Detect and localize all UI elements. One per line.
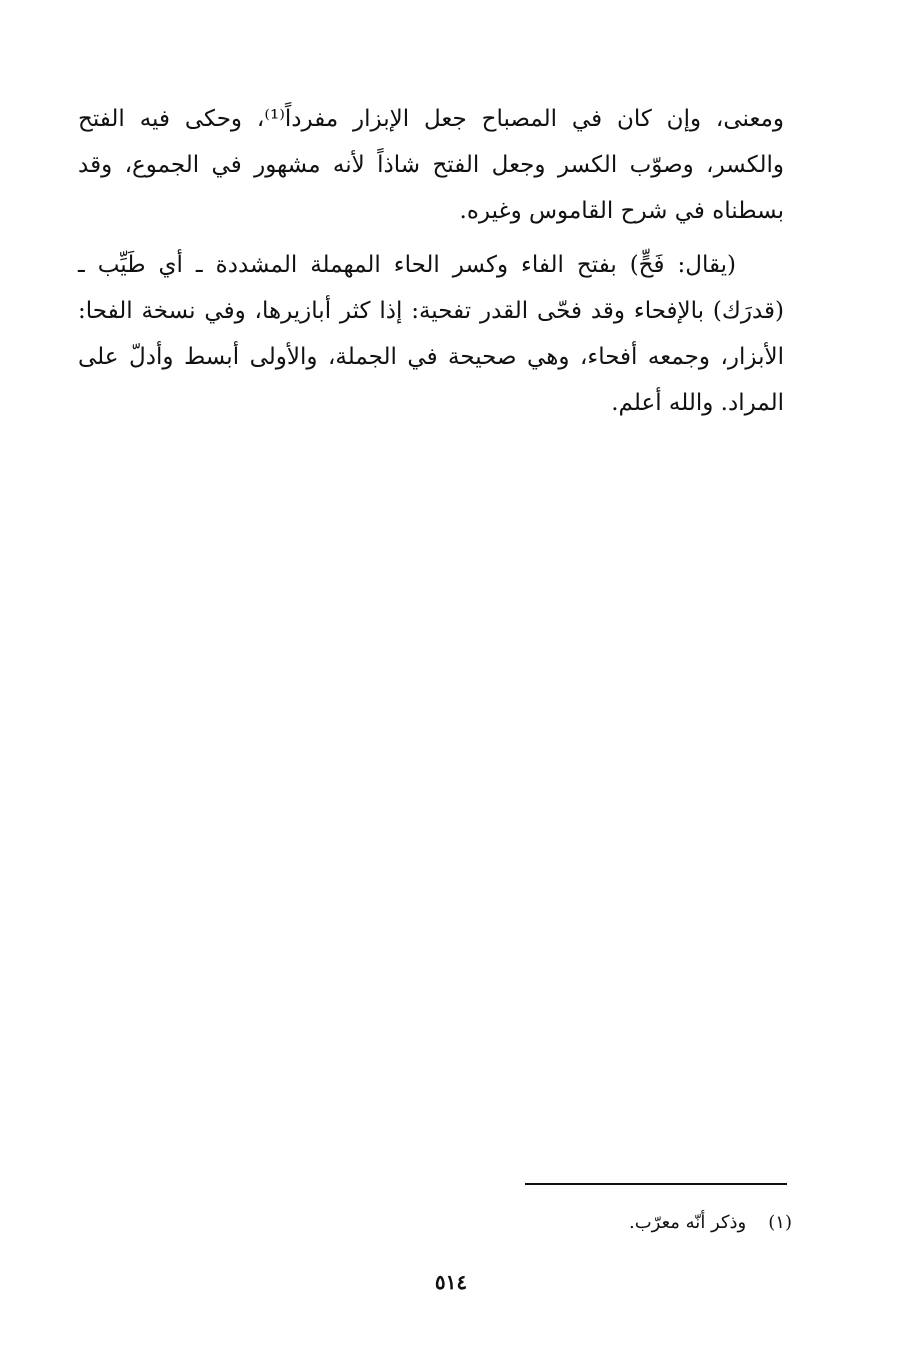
paragraph-2: (يقال: فَحٍّ) بفتح الفاء وكسر الحاء المهملة المشددة ـ أي طَيِّب ـ (قدرَك) بالإفحاء وقد فحّى القدر تفحية: إذا كثر أبازيرها، وفي نسخة الفحا: الأبزار، وجمعه أفحاء، وهي صحيحة في الجملة، والأولى أبسط وأدلّ على المراد. والله أعلم.	[78, 252, 784, 416]
paragraph-1: ومعنى، وإن كان في المصباح جعل الإبزار مفرداً⁽¹⁾، وحكى فيه الفتح والكسر، وصوّب الكسر وجعل الفتح شاذاً لأنه مشهور في الجموع، وقد بسطناه في شرح القاموس وغيره.	[78, 106, 784, 224]
main-text-block	[78, 96, 784, 426]
footnote-separator	[525, 1183, 787, 1185]
page-number: ٥١٤	[434, 1270, 468, 1294]
footnote-marker: (١)	[768, 1212, 792, 1233]
footnote-text: وذكر أنّه معرّب.	[629, 1212, 747, 1233]
footnote	[392, 1209, 792, 1237]
